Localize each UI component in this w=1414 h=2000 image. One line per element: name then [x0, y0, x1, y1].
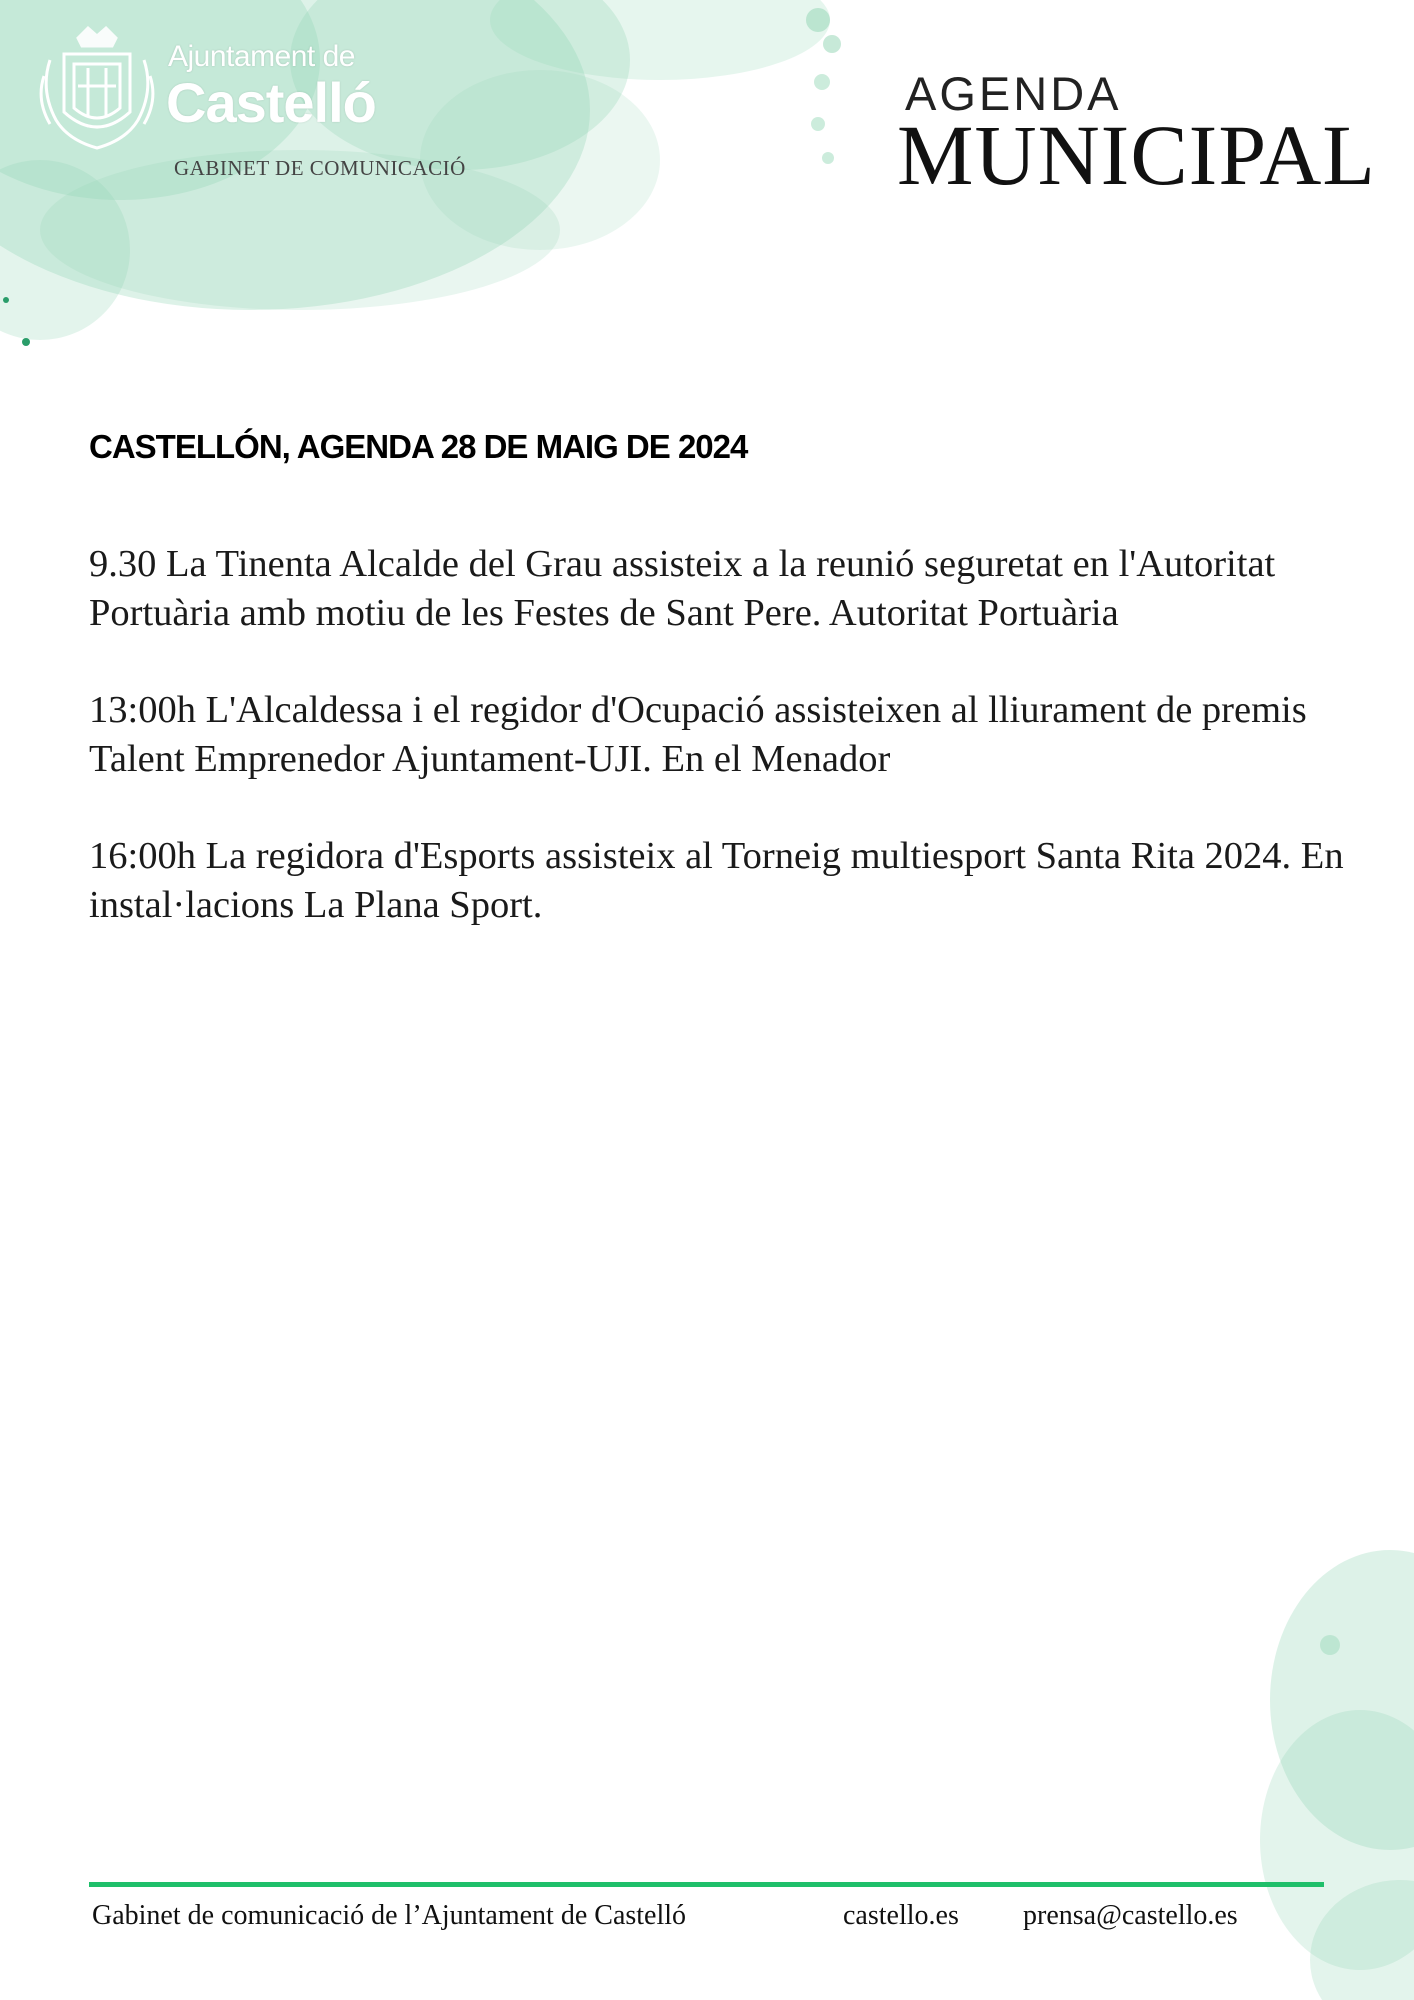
footer-website-link[interactable]: castello.es	[843, 1900, 959, 1931]
footer-organization: Gabinet de comunicació de l’Ajuntament de Castelló	[92, 1900, 687, 1931]
footer-email-link[interactable]: prensa@castello.es	[1023, 1900, 1238, 1931]
logo-subtitle: GABINET DE COMUNICACIÓ	[174, 156, 466, 180]
event-item: 9.30 La Tinenta Alcalde del Grau assisteix a la reunió seguretat en l'Autoritat Portuària amb motiu de les Festes de Sant Pere. Autoritat Portuària	[89, 543, 1276, 634]
logo-line2: Castelló	[166, 71, 376, 134]
event-list	[89, 540, 1349, 978]
logo-line1: Ajuntament de	[168, 40, 355, 73]
footer-divider	[89, 1882, 1324, 1887]
page-title: CASTELLÓN, AGENDA 28 DE MAIG DE 2024	[89, 428, 748, 465]
event-item: 16:00h La regidora d'Esports assisteix al Torneig multiesport Santa Rita 2024. En instal·lacions La Plana Sport.	[89, 835, 1344, 926]
crest-icon	[38, 20, 156, 160]
agenda-title-small: AGENDA	[905, 67, 1122, 120]
event-item: 13:00h L'Alcaldessa i el regidor d'Ocupació assisteixen al lliurament de premis Talent Emprenedor Ajuntament-UJI. En el Menador	[89, 689, 1307, 780]
logo	[38, 20, 508, 190]
agenda-title-large: MUNICIPAL	[897, 107, 1376, 203]
